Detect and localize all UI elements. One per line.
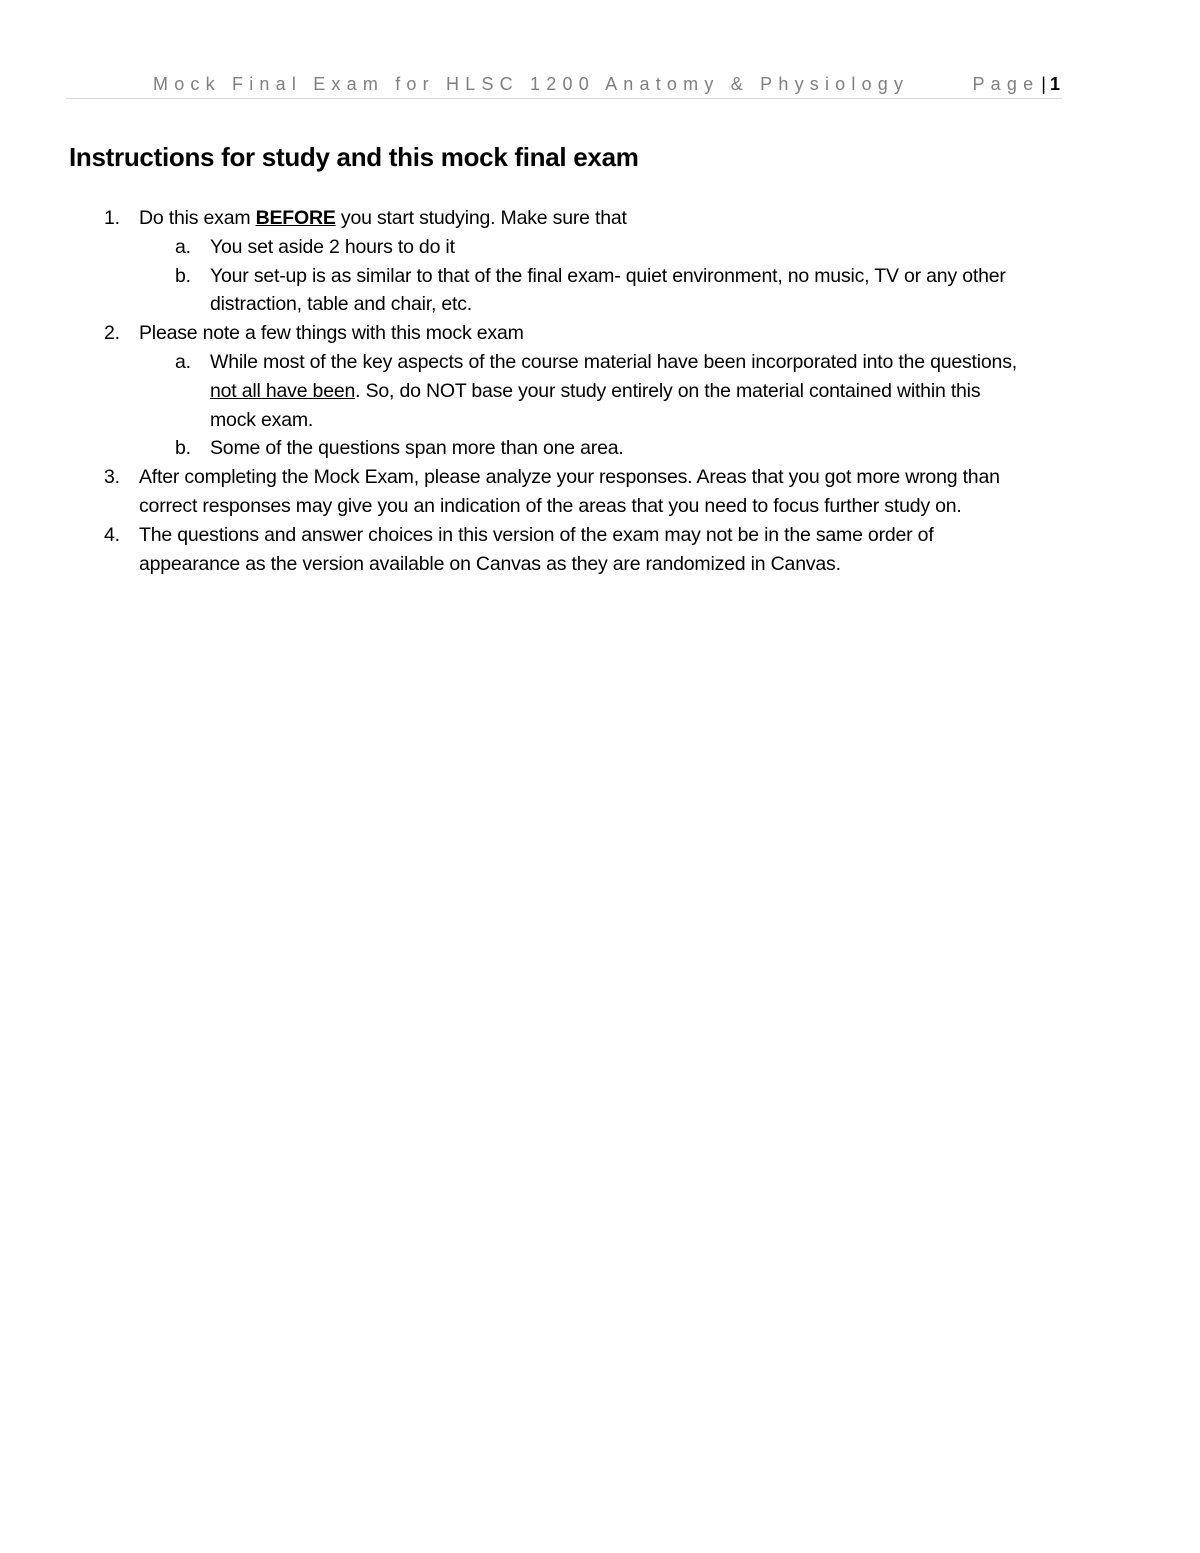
page-heading: Instructions for study and this mock final exam — [69, 142, 639, 172]
sub-item-1a — [0, 233, 1030, 262]
item-text: The questions and answer choices in this version of the exam may not be in the same order of appearance as the version available on Canvas as they are randomized in Canvas. — [139, 523, 934, 575]
sub-item-2b — [0, 434, 1030, 463]
underlined-text: not all have been — [210, 379, 356, 402]
sub-marker: b. — [175, 437, 191, 460]
list-item-4 — [0, 521, 1039, 579]
list-marker: 4. — [104, 523, 120, 546]
list-marker: 2. — [104, 322, 120, 345]
list-item-3 — [0, 463, 1039, 521]
instructions-list — [0, 204, 1200, 578]
sub-marker: a. — [175, 235, 191, 258]
header-title: Mock Final Exam for HLSC 1200 Anatomy & Physiology — [153, 74, 910, 94]
header-page-label: Page — [972, 74, 1040, 94]
sub-item-text: Some of the questions span more than one area. — [210, 437, 624, 460]
item-text: Do this exam — [139, 207, 256, 229]
sub-item-text: You set aside 2 hours to do it — [210, 235, 455, 258]
sub-item-1b — [0, 262, 1030, 320]
sub-marker: b. — [175, 264, 191, 287]
sub-item-2a — [0, 348, 1030, 434]
header-page-number — [972, 74, 1060, 95]
list-item-1 — [0, 204, 1039, 233]
item-text: After completing the Mock Exam, please analyze your responses. Areas that you got more wrong than correct responses may give you an indication of the areas that you need to focus further study on. — [139, 466, 1000, 517]
item-text: Please note a few things with this mock exam — [139, 322, 524, 345]
list-marker: 3. — [104, 466, 120, 489]
list-item-2 — [0, 319, 1039, 348]
page-number: 1 — [1049, 74, 1060, 94]
header-separator: | — [1041, 74, 1046, 94]
sub-marker: a. — [175, 350, 191, 373]
sub-item-text: While most of the key aspects of the course material have been incorporated into the questions, — [210, 350, 1017, 373]
item-text: you start studying. Make sure that — [335, 207, 627, 229]
page-header — [66, 72, 1062, 99]
list-marker: 1. — [104, 207, 120, 229]
sub-item-text: Your set-up is as similar to that of the final exam- quiet environment, no music, TV or any other distraction, table and chair, etc. — [210, 264, 1006, 316]
emphasis-before: BEFORE — [255, 207, 336, 229]
sub-item-text: . So, do NOT base your study entirely on the material contained within this mock exam. — [210, 379, 981, 431]
